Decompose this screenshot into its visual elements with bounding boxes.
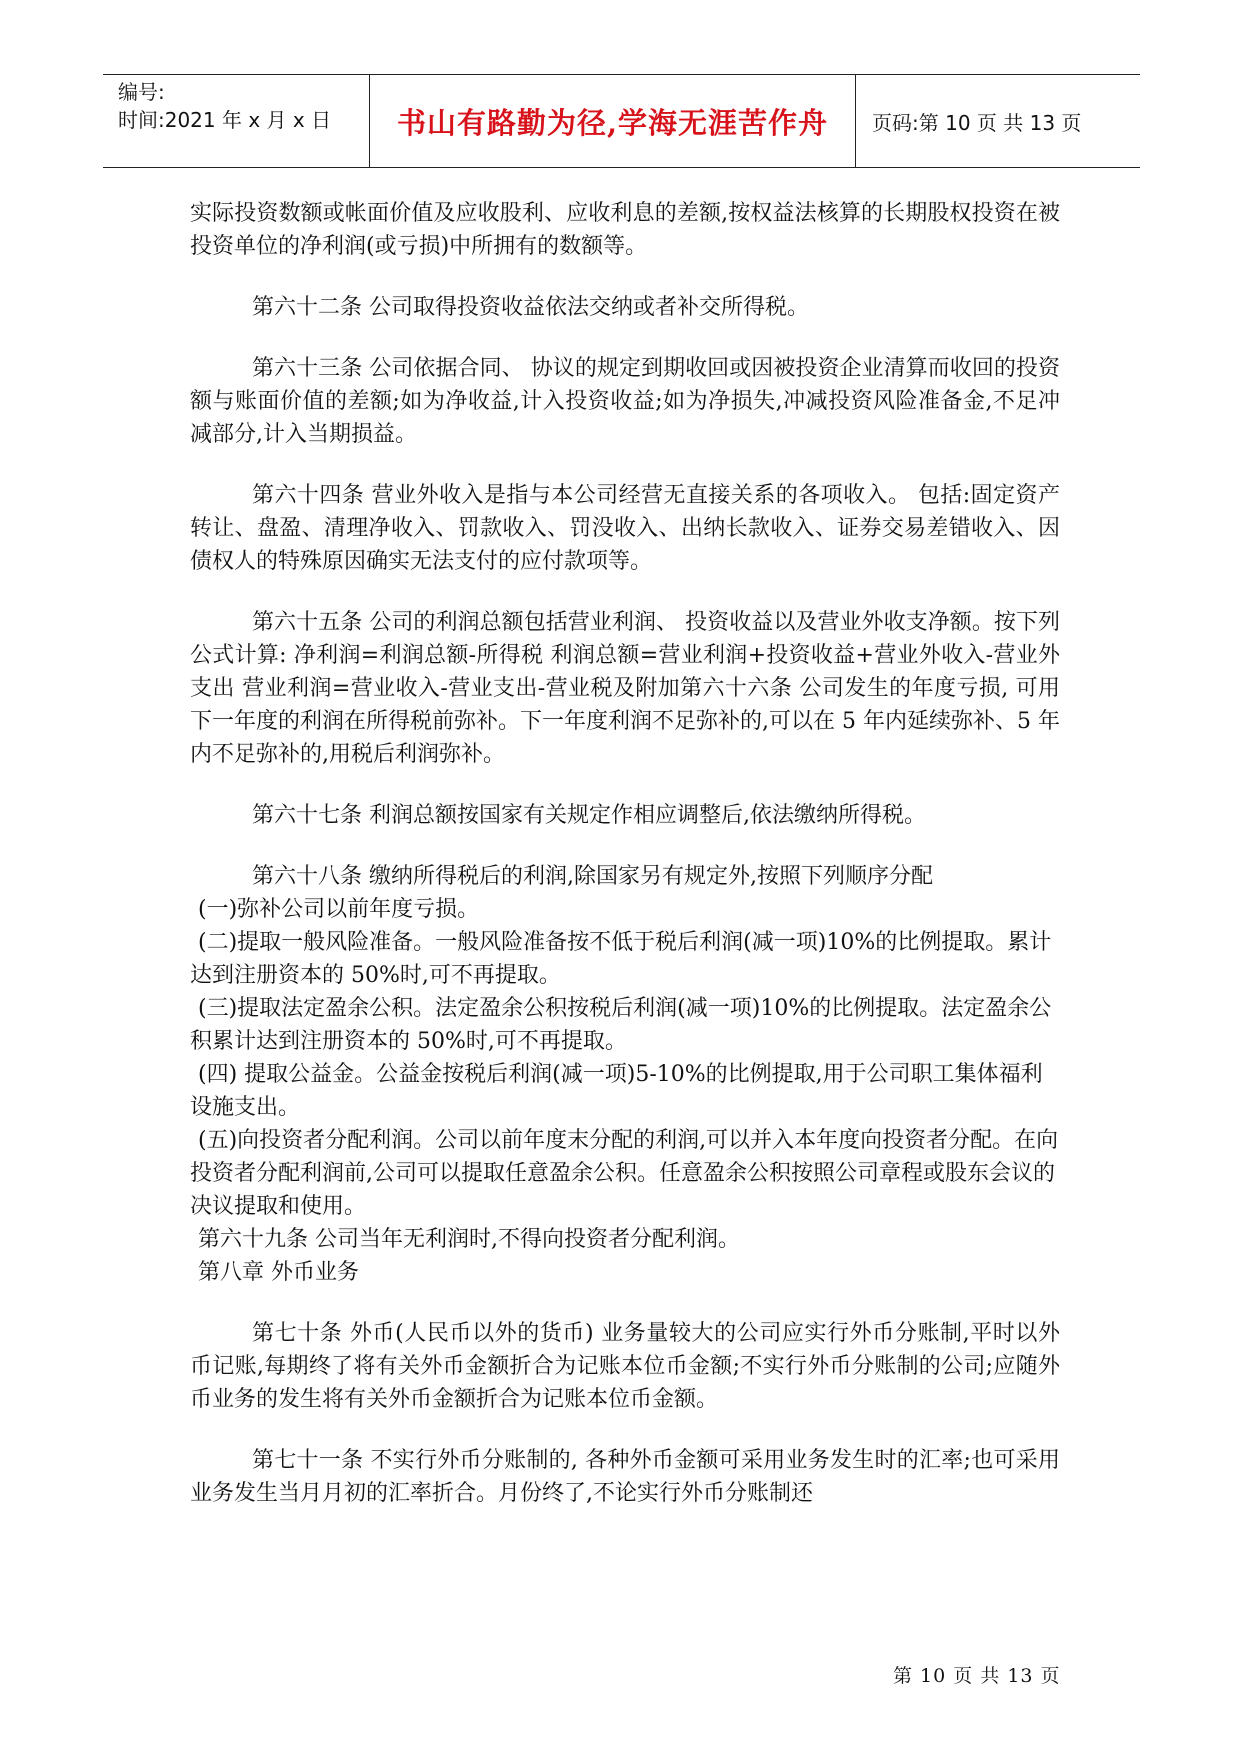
article-65: 第六十五条 公司的利润总额包括营业利润、 投资收益以及营业外收支净额。按下列公式计算: 净利润=利润总额-所得税 利润总额=营业利润+投资收益+营业外收入-营业外支出 营业利润=营业收入-营业支出-营业税及附加第六十六条 公司发生的年度亏损, 可用下一年度的利润在所得税前弥补。下一年度利润不足弥补的,可以在 5 年内延续弥补、5 年内不足弥补的,用税后利润弥补。 bbox=[190, 610, 1060, 767]
distribution-item: (四) 提取公益金。公益金按税后利润(减一项)5-10%的比例提取,用于公司职工集体福利设施支出。 bbox=[190, 1062, 1043, 1120]
article-69: 第六十九条 公司当年无利润时,不得向投资者分配利润。 bbox=[198, 1227, 740, 1252]
article-71: 第七十一条 不实行外币分账制的, 各种外币金额可采用业务发生时的汇率;也可采用业务发生当月月初的汇率折合。月份终了,不论实行外币分账制还 bbox=[190, 1448, 1060, 1506]
footer-page-number: 第 10 页 共 13 页 bbox=[893, 1665, 1061, 1687]
header-divider-right bbox=[855, 74, 856, 168]
article-68: 第六十八条 缴纳所得税后的利润,除国家另有规定外,按照下列顺序分配 bbox=[252, 864, 933, 889]
document-body bbox=[190, 197, 1060, 1510]
paragraph-continuation: 实际投资数额或帐面价值及应收股利、应收利息的差额,按权益法核算的长期股权投资在被投资单位的净利润(或亏损)中所拥有的数额等。 bbox=[190, 201, 1060, 259]
article-70: 第七十条 外币(人民币以外的货币) 业务量较大的公司应实行外币分账制,平时以外币记账,每期终了将有关外币金额折合为记账本位币金额;不实行外币分账制的公司;应随外币业务的发生将有关外币金额折合为记账本位币金额。 bbox=[190, 1321, 1060, 1412]
distribution-item: (三)提取法定盈余公积。法定盈余公积按税后利润(减一项)10%的比例提取。法定盈余公积累计达到注册资本的 50%时,可不再提取。 bbox=[190, 996, 1052, 1054]
header-motto-cell bbox=[370, 74, 855, 168]
header-motto: 书山有路勤为径,学海无涯苦作舟 bbox=[396, 105, 829, 140]
header-meta bbox=[118, 78, 331, 134]
distribution-item: (一)弥补公司以前年度亏损。 bbox=[198, 897, 480, 922]
article-62: 第六十二条 公司取得投资收益依法交纳或者补交所得税。 bbox=[252, 295, 809, 320]
distribution-item: (二)提取一般风险准备。一般风险准备按不低于税后利润(减一项)10%的比例提取。累计达到注册资本的 50%时,可不再提取。 bbox=[190, 930, 1052, 988]
article-67: 第六十七条 利润总额按国家有关规定作相应调整后,依法缴纳所得税。 bbox=[252, 803, 926, 828]
distribution-item: (五)向投资者分配利润。公司以前年度末分配的利润,可以并入本年度向投资者分配。在向投资者分配利润前,公司可以提取任意盈余公积。任意盈余公积按照公司章程或股东会议的决议提取和使用。 bbox=[190, 1128, 1059, 1219]
time-label: 时间:2021 年 x 月 x 日 bbox=[118, 108, 332, 132]
article-63: 第六十三条 公司依据合同、 协议的规定到期收回或因被投资企业清算而收回的投资额与账面价值的差额;如为净收益,计入投资收益;如为净损失,冲减投资风险准备金,不足冲减部分,计入当期损益。 bbox=[190, 356, 1060, 447]
header-page-code: 页码:第 10 页 共 13 页 bbox=[872, 110, 1082, 135]
chapter-heading: 第八章 外币业务 bbox=[198, 1260, 359, 1285]
serial-label: 编号: bbox=[118, 80, 165, 104]
article-64: 第六十四条 营业外收入是指与本公司经营无直接关系的各项收入。 包括:固定资产转让、盘盈、清理净收入、罚款收入、罚没收入、出纳长款收入、证券交易差错收入、因债权人的特殊原因确实无法支付的应付款项等。 bbox=[190, 483, 1060, 574]
